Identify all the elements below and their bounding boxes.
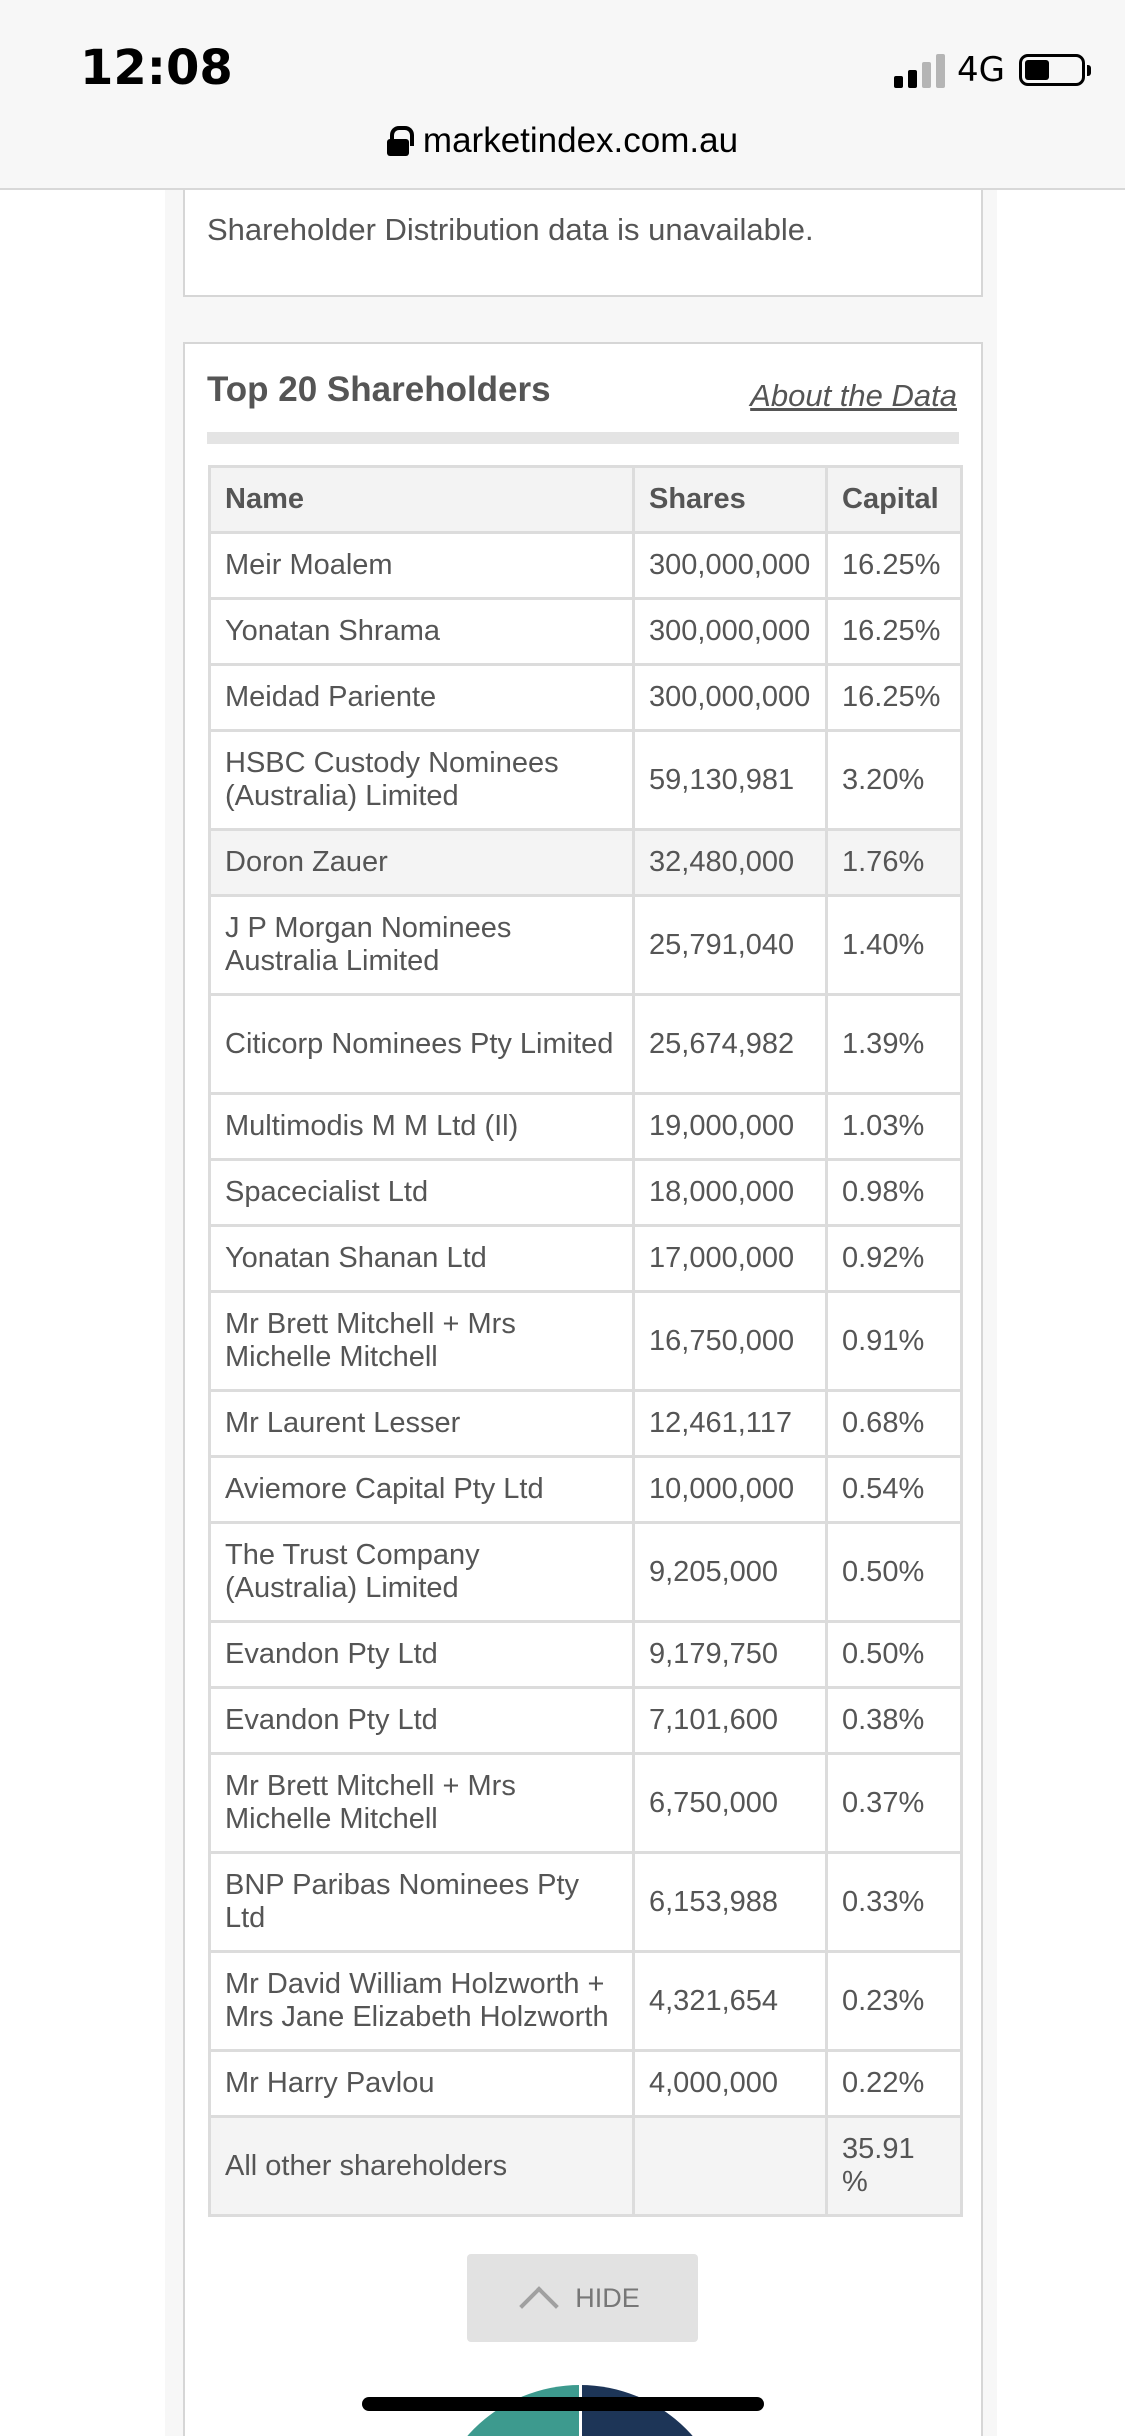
cell-capital: 1.76% xyxy=(827,830,962,896)
cell-other-name: All other shareholders xyxy=(210,2117,634,2216)
table-row xyxy=(210,1226,962,1292)
cell-capital: 0.91% xyxy=(827,1292,962,1391)
cell-other-shares xyxy=(634,2117,827,2216)
cell-capital: 16.25% xyxy=(827,599,962,665)
table-row xyxy=(210,1622,962,1688)
title-divider xyxy=(207,432,959,444)
cell-shares: 59,130,981 xyxy=(634,731,827,830)
cell-shares: 12,461,117 xyxy=(634,1391,827,1457)
cell-capital: 0.38% xyxy=(827,1688,962,1754)
battery-icon xyxy=(1019,54,1085,86)
table-row xyxy=(210,1523,962,1622)
top-20-shareholders-panel xyxy=(183,342,983,2436)
table-row xyxy=(210,830,962,896)
hide-button-label: HIDE xyxy=(575,2282,640,2313)
cell-name: Meidad Pariente xyxy=(210,665,634,731)
table-row xyxy=(210,1391,962,1457)
cell-name: Yonatan Shanan Ltd xyxy=(210,1226,634,1292)
shareholder-distribution-panel xyxy=(183,180,983,297)
cell-name: Mr Laurent Lesser xyxy=(210,1391,634,1457)
cell-capital: 0.50% xyxy=(827,1523,962,1622)
table-row xyxy=(210,665,962,731)
status-indicators xyxy=(894,48,1085,92)
cell-capital: 16.25% xyxy=(827,533,962,599)
table-row xyxy=(210,599,962,665)
signal-icon xyxy=(894,52,945,88)
cell-name: Citicorp Nominees Pty Limited xyxy=(210,995,634,1094)
table-row xyxy=(210,995,962,1094)
home-indicator[interactable] xyxy=(362,2397,764,2411)
table-header-row xyxy=(210,467,962,533)
cell-capital: 1.03% xyxy=(827,1094,962,1160)
cell-capital: 0.68% xyxy=(827,1391,962,1457)
cell-name: Mr David William Holzworth + Mrs Jane Elizabeth Holzworth xyxy=(210,1952,634,2051)
table-row xyxy=(210,1292,962,1391)
cell-name: Aviemore Capital Pty Ltd xyxy=(210,1457,634,1523)
cell-shares: 25,674,982 xyxy=(634,995,827,1094)
about-the-data-link[interactable]: About the Data xyxy=(750,378,957,413)
column-header-name: Name xyxy=(210,467,634,533)
cell-name: Mr Brett Mitchell + Mrs Michelle Mitchell xyxy=(210,1292,634,1391)
cell-capital: 0.33% xyxy=(827,1853,962,1952)
cell-capital: 0.54% xyxy=(827,1457,962,1523)
cell-shares: 300,000,000 xyxy=(634,533,827,599)
cell-name: Multimodis M M Ltd (Il) xyxy=(210,1094,634,1160)
network-type: 4G xyxy=(957,50,1005,90)
table-row xyxy=(210,1160,962,1226)
unavailable-notice: Shareholder Distribution data is unavailable. xyxy=(207,212,814,247)
table-row xyxy=(210,533,962,599)
cell-capital: 0.22% xyxy=(827,2051,962,2117)
column-header-capital: Capital xyxy=(827,467,962,533)
cell-capital: 0.37% xyxy=(827,1754,962,1853)
cell-name: The Trust Company (Australia) Limited xyxy=(210,1523,634,1622)
cell-capital: 1.40% xyxy=(827,896,962,995)
cell-other-capital: 35.91 % xyxy=(827,2117,962,2216)
section-title: Top 20 Shareholders xyxy=(207,370,551,409)
cell-shares: 10,000,000 xyxy=(634,1457,827,1523)
cell-name: Evandon Pty Ltd xyxy=(210,1688,634,1754)
cell-shares: 6,153,988 xyxy=(634,1853,827,1952)
cell-shares: 6,750,000 xyxy=(634,1754,827,1853)
cell-name: Yonatan Shrama xyxy=(210,599,634,665)
cell-shares: 18,000,000 xyxy=(634,1160,827,1226)
cell-name: J P Morgan Nominees Australia Limited xyxy=(210,896,634,995)
cell-name: Mr Brett Mitchell + Mrs Michelle Mitchell xyxy=(210,1754,634,1853)
cell-capital: 3.20% xyxy=(827,731,962,830)
cell-shares: 32,480,000 xyxy=(634,830,827,896)
cell-name: Spacecialist Ltd xyxy=(210,1160,634,1226)
table-row xyxy=(210,1094,962,1160)
table-row xyxy=(210,1754,962,1853)
status-time: 12:08 xyxy=(80,40,233,96)
cell-capital: 16.25% xyxy=(827,665,962,731)
cell-name: HSBC Custody Nominees (Australia) Limited xyxy=(210,731,634,830)
cell-shares: 25,791,040 xyxy=(634,896,827,995)
cell-capital: 0.50% xyxy=(827,1622,962,1688)
column-header-shares: Shares xyxy=(634,467,827,533)
cell-capital: 0.92% xyxy=(827,1226,962,1292)
cell-name: Evandon Pty Ltd xyxy=(210,1622,634,1688)
cell-capital: 0.23% xyxy=(827,1952,962,2051)
table-row xyxy=(210,1688,962,1754)
cell-shares: 7,101,600 xyxy=(634,1688,827,1754)
chevron-up-icon xyxy=(519,2286,559,2326)
cell-name: Meir Moalem xyxy=(210,533,634,599)
lock-icon xyxy=(387,126,409,156)
cell-shares: 9,205,000 xyxy=(634,1523,827,1622)
cell-shares: 17,000,000 xyxy=(634,1226,827,1292)
cell-shares: 4,321,654 xyxy=(634,1952,827,2051)
browser-top-bar xyxy=(0,0,1125,190)
cell-capital: 1.39% xyxy=(827,995,962,1094)
cell-shares: 19,000,000 xyxy=(634,1094,827,1160)
cell-name: Doron Zauer xyxy=(210,830,634,896)
cell-shares: 4,000,000 xyxy=(634,2051,827,2117)
cell-shares: 300,000,000 xyxy=(634,599,827,665)
shareholders-table xyxy=(208,465,963,2217)
cell-shares: 16,750,000 xyxy=(634,1292,827,1391)
table-row-other-shareholders xyxy=(210,2117,962,2216)
hide-button[interactable] xyxy=(467,2254,698,2342)
cell-capital: 0.98% xyxy=(827,1160,962,1226)
address-bar[interactable] xyxy=(0,116,1125,166)
table-row xyxy=(210,731,962,830)
table-row xyxy=(210,896,962,995)
cell-shares: 9,179,750 xyxy=(634,1622,827,1688)
cell-shares: 300,000,000 xyxy=(634,665,827,731)
table-row xyxy=(210,2051,962,2117)
table-row xyxy=(210,1952,962,2051)
cell-name: Mr Harry Pavlou xyxy=(210,2051,634,2117)
table-row xyxy=(210,1853,962,1952)
table-row xyxy=(210,1457,962,1523)
url-text: marketindex.com.au xyxy=(422,121,739,160)
cell-name: BNP Paribas Nominees Pty Ltd xyxy=(210,1853,634,1952)
